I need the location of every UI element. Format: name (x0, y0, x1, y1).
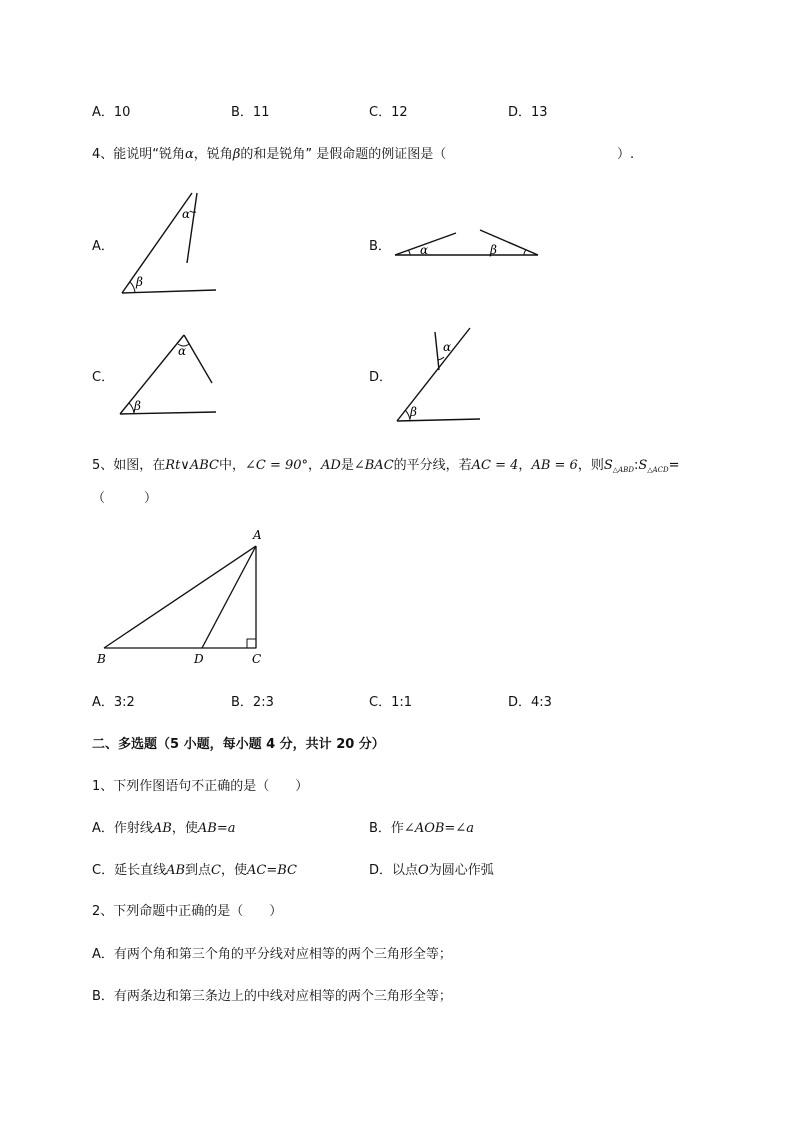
q4a-beta-label: β (136, 275, 143, 289)
q5-stem (92, 454, 680, 474)
q4-stem-before: 4、能说明“锐角 (92, 147, 186, 162)
q4-figure-d (390, 322, 490, 427)
q5-ab: AB = 6 (531, 458, 578, 473)
q4b-beta-label: β (490, 243, 497, 257)
q5-option-c: C．1:1 (369, 695, 412, 710)
q5-tri: ABC (189, 458, 219, 473)
q5-label-c: C (252, 652, 262, 666)
m1-c-c: C (211, 863, 221, 878)
m1-a-ab: AB (152, 821, 172, 836)
q5-label-b: B (97, 652, 106, 666)
q5-s1: S (603, 458, 613, 473)
q5-ac: AC = 4 (471, 458, 519, 473)
q5-rt: Rt (165, 458, 181, 473)
q3-option-d: D．13 (508, 105, 548, 120)
m1-a-mid: ，使 (171, 821, 198, 836)
q5-mid1: 中， (218, 458, 245, 473)
q4-stem-mid: ，锐角 (193, 147, 233, 162)
m1-d-prefix: D．以点 (369, 863, 419, 878)
q5-s2: S (638, 458, 648, 473)
q4-figure-c (110, 328, 230, 423)
m1-option-b (369, 817, 474, 836)
m1-c-mid: 到点 (185, 863, 212, 878)
m1-option-a (92, 817, 235, 836)
m1-b-prefix: B．作 (369, 821, 404, 836)
section2-heading: 二、多选题（5 小题，每小题 4 分，共计 20 分） (92, 737, 385, 752)
m1-stem: 1、下列作图语句不正确的是（ ） (92, 779, 309, 794)
m1-c-ab: AB (166, 863, 186, 878)
q5-paren: （ ） (92, 491, 158, 506)
q4-beta: β (232, 147, 241, 162)
q4b-alpha-label: α (420, 243, 429, 257)
q5-s2-sub: △ACD (647, 466, 669, 474)
q5-triangle-symbol: ∨ (180, 458, 190, 473)
q4-option-c-label: C． (92, 370, 115, 385)
q4a-alpha-label: α (182, 207, 191, 221)
q4-stem-after: 的和是锐角” 是假命题的例证图是（ (240, 147, 447, 162)
m2-option-a: A．有两个角和第三个角的平分线对应相等的两个三角形全等； (92, 947, 452, 962)
q5-option-a: A．3:2 (92, 695, 135, 710)
m2-stem: 2、下列命题中正确的是（ ） (92, 904, 283, 919)
q5-angle-c: ∠C = 90° (244, 458, 309, 473)
q4-option-b-label: B． (369, 239, 391, 254)
q5-is: 是 (340, 458, 354, 473)
q3-option-a: A．10 (92, 105, 131, 120)
q4-option-a-label: A． (92, 239, 114, 254)
q4-figure-b (390, 225, 545, 265)
q5-bisector: 的平分线，若 (393, 458, 472, 473)
q5-bac: ∠BAC (353, 458, 394, 473)
q5-option-d: D．4:3 (508, 695, 552, 710)
q5-eq: = (668, 458, 680, 473)
m1-option-c (92, 859, 297, 878)
q5-comma2: ， (518, 458, 532, 473)
m1-c-eq: AC=BC (247, 863, 297, 878)
q5-colon: : (633, 458, 639, 473)
q5-num: 5、如图，在 (92, 458, 166, 473)
m2-option-b: B．有两条边和第三条边上的中线对应相等的两个三角形全等； (92, 989, 452, 1004)
m1-c-prefix: C．延长直线 (92, 863, 167, 878)
q5-label-a: A (253, 528, 262, 542)
m1-c-mid2: ，使 (221, 863, 248, 878)
q4-alpha: α (185, 147, 194, 162)
q4c-beta-label: β (134, 399, 141, 413)
q4-stem (92, 143, 446, 162)
q5-option-b: B．2:3 (231, 695, 274, 710)
q5-comma1: ， (308, 458, 322, 473)
q4d-alpha-label: α (443, 340, 452, 354)
m1-a-eq: AB=a (197, 821, 236, 836)
q5-s1-sub: △ABD (612, 466, 634, 474)
q4-option-d-label: D． (369, 370, 393, 385)
q5-label-d: D (194, 652, 204, 666)
q4c-alpha-label: α (178, 344, 187, 358)
q3-option-c: C．12 (369, 105, 408, 120)
m1-b-expr: ∠AOB=∠a (403, 821, 474, 836)
q4-blank-end: ）. (617, 147, 635, 162)
q5-then: ，则 (577, 458, 604, 473)
m1-d-o: O (418, 863, 429, 878)
q4d-beta-label: β (410, 405, 417, 419)
m1-option-d (369, 859, 494, 878)
m1-d-rest: 为圆心作弧 (428, 863, 494, 878)
q3-option-b: B．11 (231, 105, 270, 120)
q4-figure-a (110, 185, 230, 300)
m1-a-prefix: A．作射线 (92, 821, 153, 836)
q5-ad: AD (321, 458, 341, 473)
q5-figure (90, 526, 270, 671)
